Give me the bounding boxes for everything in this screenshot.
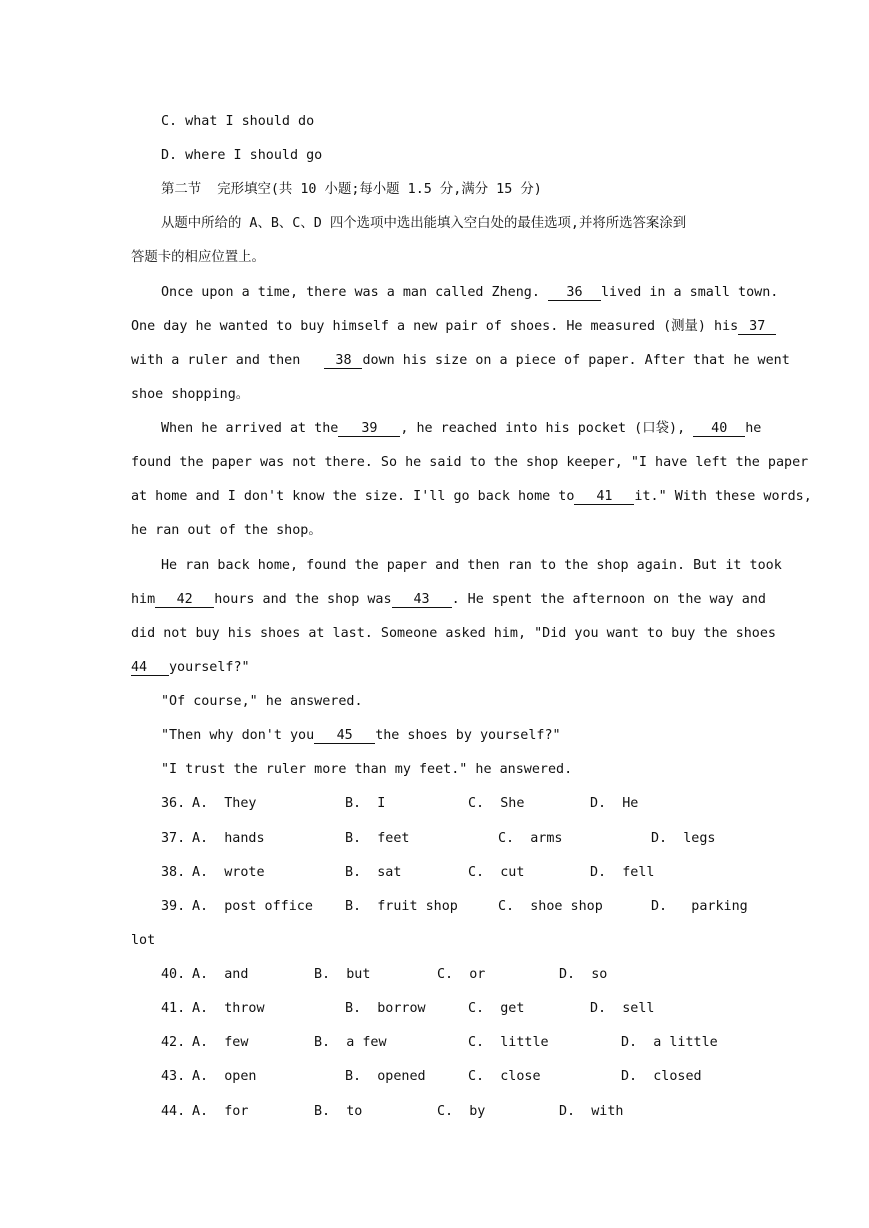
option-d-continuation: lot <box>131 933 156 948</box>
option-c: C. get <box>468 1001 525 1016</box>
passage-text: the shoes by yourself?" <box>375 728 561 743</box>
option-d: D. so <box>559 967 608 982</box>
passage-text: lived in a small town. <box>600 285 779 300</box>
option-c: C. arms <box>498 831 563 846</box>
option-c: C. or <box>437 967 486 982</box>
question-number: 38. <box>161 865 186 880</box>
passage-text: "Then why don't you <box>161 728 315 743</box>
question-number: 39. <box>161 899 186 914</box>
option-d: D. legs <box>651 831 716 846</box>
option-d: D. He <box>590 796 639 811</box>
option-d: D. sell <box>590 1001 655 1016</box>
blank-37: 37 <box>738 319 776 335</box>
dialogue-then-why <box>0 727 869 745</box>
option-a: A. hands <box>192 831 265 846</box>
passage-p3-line-3: did not buy his shoes at last. Someone asked him, "Did you want to buy the shoes <box>131 626 776 641</box>
option-a: A. for <box>192 1104 249 1119</box>
option-b: B. feet <box>345 831 410 846</box>
passage-p3-line-4 <box>0 659 869 677</box>
option-c: C. by <box>437 1104 486 1119</box>
option-b: B. fruit shop <box>345 899 458 914</box>
option-a: A. wrote <box>192 865 265 880</box>
option-d: D. fell <box>590 865 655 880</box>
passage-text: , he reached into his pocket (口袋), <box>400 421 694 436</box>
blank-39: 39 <box>338 421 400 437</box>
passage-text: One day he wanted to buy himself a new pair of shoes. He measured (测量) his <box>131 319 739 334</box>
instructions-line-2: 答题卡的相应位置上。 <box>131 250 265 265</box>
passage-text: it." With these words, <box>634 489 812 504</box>
passage-text: down his size on a piece of paper. After that he went <box>362 353 790 368</box>
option-c: C. She <box>468 796 525 811</box>
passage-text: . He spent the afternoon on the way and <box>451 592 766 607</box>
option-b: B. opened <box>345 1069 426 1084</box>
passage-p2-line-2: found the paper was not there. So he said to the shop keeper, "I have left the paper <box>131 455 809 470</box>
passage-p1-line-2 <box>0 318 869 336</box>
option-b: B. borrow <box>345 1001 426 1016</box>
option-a: A. throw <box>192 1001 265 1016</box>
question-number: 43. <box>161 1069 186 1084</box>
option-c: C. shoe shop <box>498 899 603 914</box>
passage-p1-line-4: shoe shopping。 <box>131 387 250 402</box>
option-a: A. few <box>192 1035 249 1050</box>
option-d: D. closed <box>621 1069 702 1084</box>
option-d: D. with <box>559 1104 624 1119</box>
option-b: B. sat <box>345 865 402 880</box>
passage-p3-line-2 <box>0 591 869 609</box>
passage-text: with a ruler and then <box>131 353 325 368</box>
passage-p1-line-3 <box>0 352 869 370</box>
blank-43: 43 <box>392 592 452 608</box>
option-a: A. They <box>192 796 257 811</box>
blank-41: 41 <box>574 489 634 505</box>
passage-text: Once upon a time, there was a man called Zheng. <box>161 285 548 300</box>
instructions-line-1: 从题中所给的 A、B、C、D 四个选项中选出能填入空白处的最佳选项,并将所选答案涂到 <box>161 216 687 231</box>
dialogue-of-course: "Of course," he answered. <box>161 694 363 709</box>
question-number: 36. <box>161 796 186 811</box>
passage-text: him <box>131 592 156 607</box>
option-b: B. but <box>314 967 371 982</box>
passage-p2-line-3 <box>0 488 869 506</box>
section-title: 第二节 完形填空(共 10 小题;每小题 1.5 分,满分 15 分) <box>161 182 542 197</box>
blank-42: 42 <box>155 592 214 608</box>
passage-p1-line-1 <box>0 284 869 302</box>
question-number: 44. <box>161 1104 186 1119</box>
option-a: A. and <box>192 967 249 982</box>
passage-text: hours and the shop was <box>214 592 392 607</box>
option-d: D. parking <box>651 899 748 914</box>
question-number: 41. <box>161 1001 186 1016</box>
question-number: 37. <box>161 831 186 846</box>
option-b: B. to <box>314 1104 363 1119</box>
question-number: 42. <box>161 1035 186 1050</box>
dialogue-trust: "I trust the ruler more than my feet." he answered. <box>161 762 573 777</box>
passage-p2-line-1 <box>0 420 869 438</box>
option-c: C. cut <box>468 865 525 880</box>
blank-38: 38 <box>324 353 362 369</box>
passage-text: he <box>745 421 762 436</box>
blank-44: 44 <box>131 660 169 676</box>
passage-text: at home and I don't know the size. I'll go back home to <box>131 489 575 504</box>
option-c: C. little <box>468 1035 549 1050</box>
option-c: C. close <box>468 1069 541 1084</box>
blank-45: 45 <box>314 728 375 744</box>
option-a: A. open <box>192 1069 257 1084</box>
option-b: B. I <box>345 796 386 811</box>
blank-36: 36 <box>548 285 601 301</box>
option-d-previous: D. where I should go <box>161 148 323 163</box>
passage-p2-line-4: he ran out of the shop。 <box>131 523 322 538</box>
option-b: B. a few <box>314 1035 387 1050</box>
option-d: D. a little <box>621 1035 718 1050</box>
passage-text: yourself?" <box>169 660 250 675</box>
option-c-previous: C. what I should do <box>161 114 315 129</box>
blank-40: 40 <box>693 421 745 437</box>
passage-p3-line-1: He ran back home, found the paper and then ran to the shop again. But it took <box>161 558 782 573</box>
option-a: A. post office <box>192 899 313 914</box>
passage-text: When he arrived at the <box>161 421 339 436</box>
question-number: 40. <box>161 967 186 982</box>
